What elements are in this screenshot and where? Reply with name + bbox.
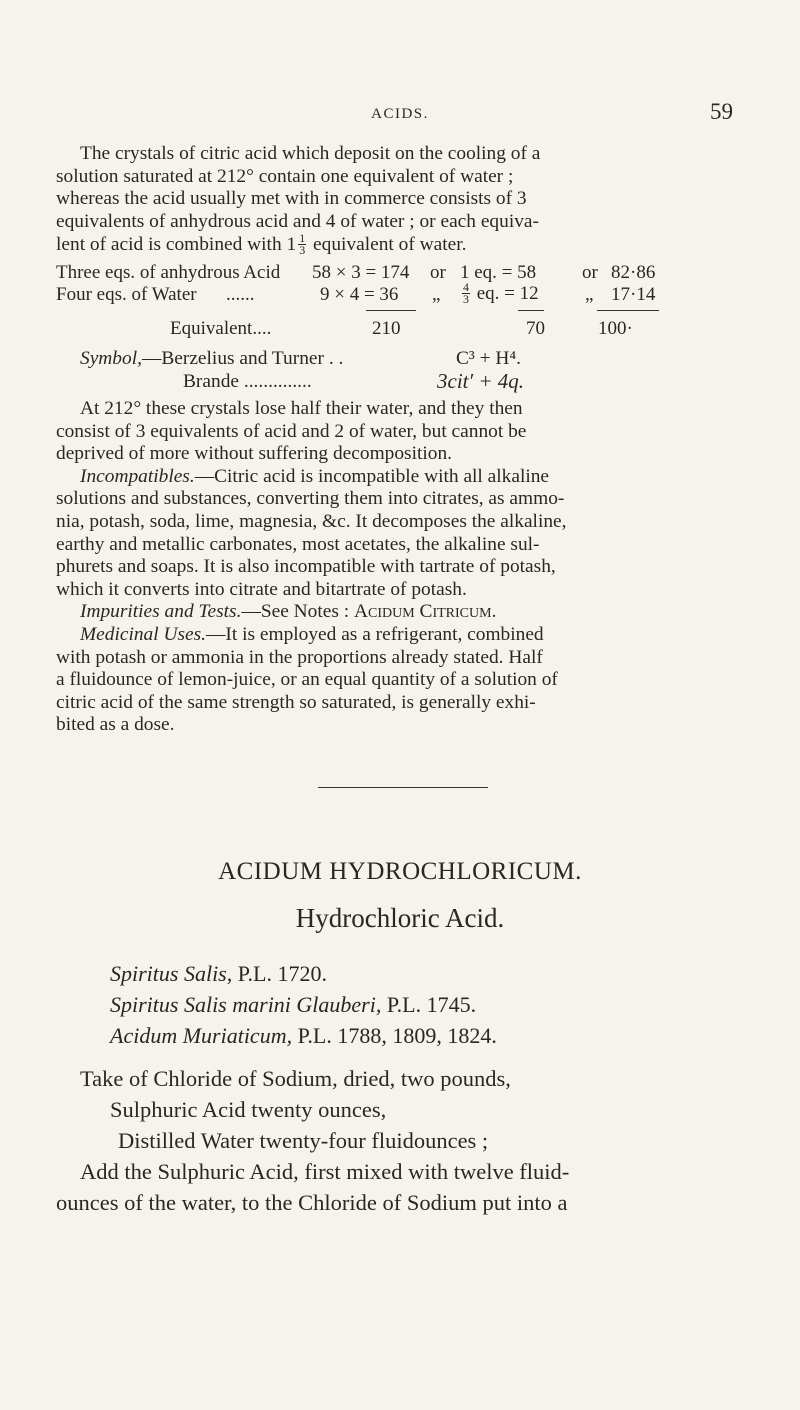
total-value: 100· (598, 318, 633, 339)
total-text: Equivalent (170, 318, 253, 339)
impurities-ref: Acidum Citricum. (354, 601, 497, 623)
section-divider (318, 787, 488, 788)
recipe-line: Add the Sulphuric Acid, first mixed with twelve fluid- (80, 1159, 570, 1184)
text-line (56, 466, 741, 489)
impurities-label: Impurities and Tests. (80, 601, 242, 623)
sum-rule (366, 310, 416, 311)
brande-formula: 3cit′ + 4q. (437, 369, 525, 393)
total-value: 210 (372, 318, 401, 339)
sum-rule (597, 310, 659, 311)
text-line: which it converts into citrate and bitartrate of potash. (56, 578, 467, 600)
running-header: ACIDS. (371, 106, 429, 122)
table-row-ditto: „ (585, 284, 594, 305)
table-row-calc: 9 × 4 = 36 (320, 284, 399, 305)
text-fragment: equivalent of water. (313, 234, 467, 256)
synonym (110, 1023, 497, 1049)
table-row-or: or (430, 262, 446, 283)
synonym-name: Spiritus Salis, (110, 961, 233, 986)
text-line: a fluidounce of lemon-juice, or an equal quantity of a solution of (56, 669, 558, 691)
symbol-label: Symbol, (80, 348, 142, 369)
table-row-eq (460, 282, 539, 305)
table-row-ditto: „ (432, 284, 441, 305)
incompatibles-label: Incompatibles. (80, 465, 195, 487)
symbol-formula: C³ + H⁴. (456, 348, 521, 369)
text-fragment: —Citric acid is incompatible with all alkaline (194, 465, 550, 487)
synonym-name: Acidum Muriaticum, (110, 1023, 293, 1048)
fraction (298, 233, 306, 256)
recipe-line: Take of Chloride of Sodium, dried, two pounds, (80, 1066, 511, 1091)
brande-label: Brande (183, 371, 239, 392)
text-line: At 212° these crystals lose half their water, and they then (80, 398, 523, 419)
medicinal-label: Medicinal Uses. (80, 623, 207, 645)
brande-line (183, 371, 312, 393)
text-line: phurets and soaps. It is also incompatible with tartrate of potash, (56, 556, 556, 578)
text-line: nia, potash, soda, lime, magnesia, &c. It decomposes the alkaline, (56, 510, 567, 532)
sum-rule (518, 310, 544, 311)
fraction-numerator: 1 (299, 231, 306, 246)
fraction-denominator: 3 (299, 243, 306, 258)
text-line (56, 233, 741, 257)
text-line: whereas the acid usually met with in commerce consists of 3 (56, 188, 527, 210)
text-fragment: —It is employed as a refrigerant, combined (206, 623, 544, 645)
recipe-line: ounces of the water, to the Chloride of Sodium put into a (56, 1190, 568, 1215)
symbol-authors: —Berzelius and Turner . . (141, 348, 344, 369)
fraction (462, 282, 470, 305)
recipe-line: Distilled Water twenty-four fluidounces ; (118, 1128, 489, 1153)
intro-paragraph (56, 143, 741, 257)
text-line: consist of 3 equivalents of acid and 2 of water, but cannot be (56, 420, 527, 442)
page-number: 59 (710, 99, 733, 124)
synonym-ref: P.L. 1788, 1809, 1824. (297, 1023, 497, 1048)
text-line: equivalents of anhydrous acid and 4 of water ; or each equiva- (56, 210, 539, 232)
text-line: solution saturated at 212° contain one equivalent of water ; (56, 165, 514, 187)
synonym (110, 992, 476, 1018)
fraction-numerator: 4 (463, 280, 469, 294)
section-subtitle: Hydrochloric Acid. (295, 903, 505, 933)
text-line (56, 624, 741, 647)
fraction-denominator: 3 (463, 292, 469, 306)
text-line: citric acid of the same strength so saturated, is generally exhi- (56, 691, 536, 713)
synonym-name: Spiritus Salis marini Glauberi, (110, 992, 382, 1017)
text-line: deprived of more without suffering decomposition. (56, 443, 452, 465)
brande-dots: .............. (243, 371, 312, 392)
total-dots: .... (252, 318, 272, 339)
synonym-ref: P.L. 1745. (386, 992, 477, 1017)
body-text (56, 398, 741, 737)
recipe-line: Sulphuric Acid twenty ounces, (110, 1097, 387, 1122)
table-row-pct: 82·86 (611, 262, 656, 283)
table-row-pct: 17·14 (611, 284, 656, 305)
table-row-label: Three eqs. of anhydrous Acid (56, 262, 281, 283)
text-fragment: —See Notes : (241, 601, 350, 623)
table-row-dots: ...... (226, 284, 255, 305)
total-value: 70 (526, 318, 545, 339)
table-row-label: Four eqs. of Water (56, 284, 197, 305)
text-line: solutions and substances, converting them into citrates, as ammo- (56, 488, 565, 510)
eq-text: eq. = 12 (476, 283, 539, 304)
table-row-eq: 1 eq. = 58 (460, 262, 537, 283)
text-fragment: lent of acid is combined with 1 (56, 234, 297, 256)
synonym-ref: P.L. 1720. (237, 961, 327, 986)
table-row-or: or (582, 262, 598, 283)
text-line: with potash or ammonia in the proportions already stated. Half (56, 646, 543, 668)
synonym (110, 961, 327, 987)
table-row-calc: 58 × 3 = 174 (312, 262, 410, 283)
text-line (56, 601, 741, 624)
section-title: ACIDUM HYDROCHLORICUM. (218, 858, 582, 885)
symbol-line (80, 348, 343, 370)
text-line: bited as a dose. (56, 714, 175, 736)
text-line: earthy and metallic carbonates, most acetates, the alkaline sul- (56, 533, 540, 555)
total-label (170, 318, 271, 340)
text-line: The crystals of citric acid which deposit on the cooling of a (80, 143, 541, 164)
